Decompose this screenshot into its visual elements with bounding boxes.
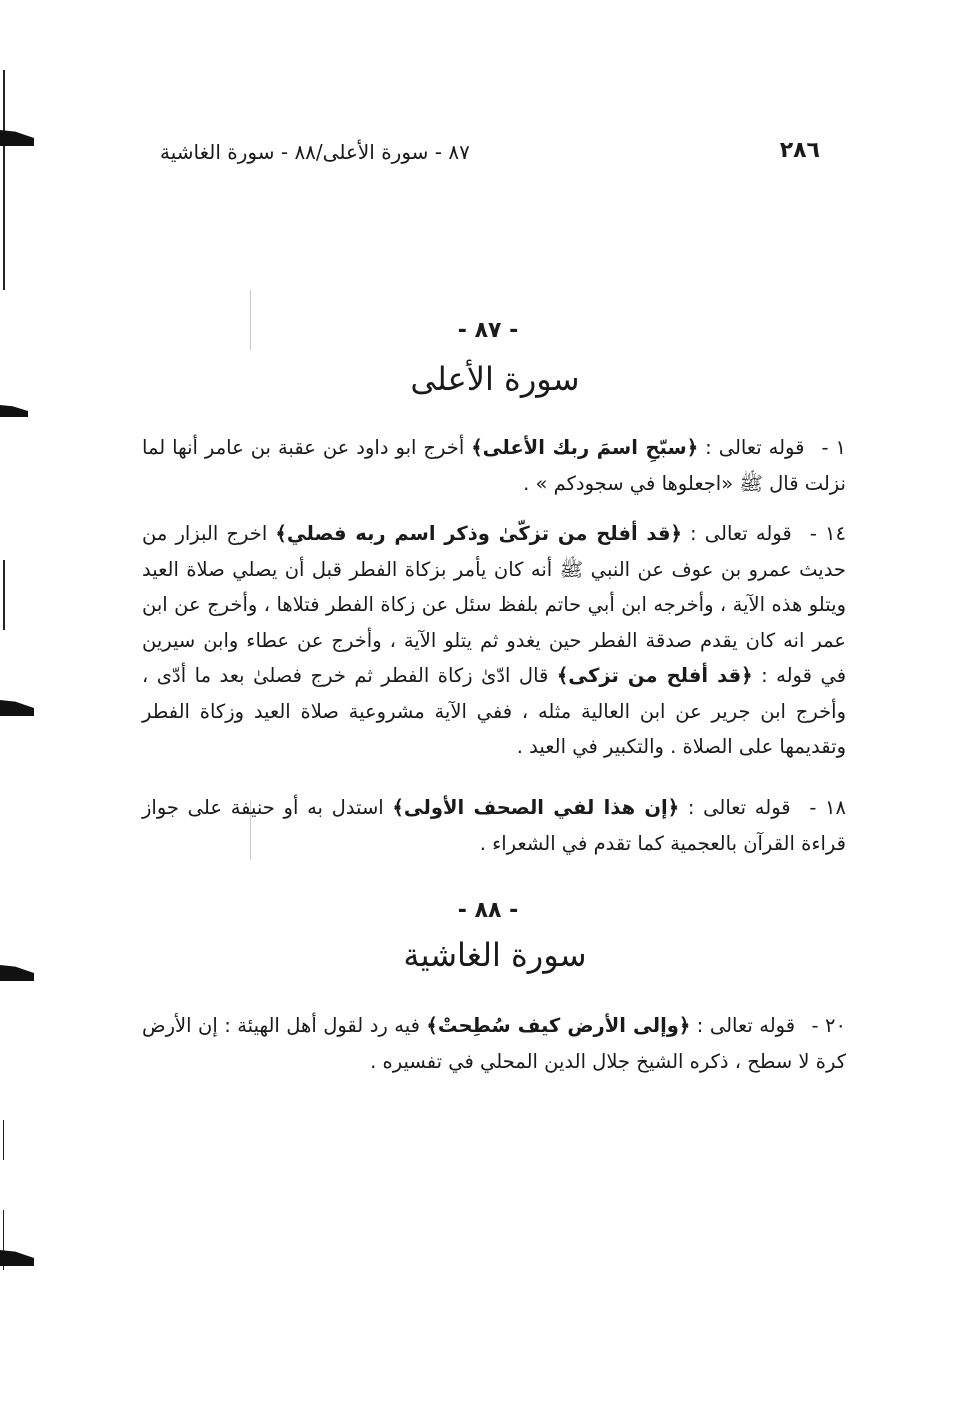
commentary-text: أخرج ابو داود عن عقبة بن عامر أنها لما نزلت قال ﷺ «اجعلوها في سجودكم » . [142, 436, 846, 495]
paragraph [142, 790, 846, 861]
commentary-text: اخرج البزار من حديث عمرو بن عوف عن النبي ﷺ أنه كان يأمر بزكاة الفطر قبل أن يصلي صلاة العيد ويتلو هذه الآية ، وأخرجه ابن أبي حاتم بلفظ سئل عن زكاة الفطر فتلاها ، وأخرج عن ابن عمر انه كان يقدم صدقة الفطر حين يغدو ثم يتلو الآية ، وأخرج عن عطاء وابن سيرين في قوله : [142, 522, 847, 687]
quran-verse: ﴿قد أفلح من تزكى﴾ [556, 664, 753, 687]
scan-edge-mark [0, 700, 34, 716]
quran-verse: ﴿إن هذا لفي الصحف الأولى﴾ [392, 796, 680, 819]
commentary-text: استدل به أو حنيفة على جواز قراءة القرآن بالعجمية كما تقدم في الشعراء . [142, 796, 846, 855]
quran-verse: ﴿قد أفلح من تزكّىٰ وذكر اسم ربه فصلي﴾ [275, 522, 682, 545]
paragraph [142, 1008, 846, 1079]
paragraph [142, 516, 846, 765]
commentary-text: قال ادّىٰ زكاة الفطر ثم خرج فصلىٰ بعد ما أدّى ، وأخرج ابن جرير عن ابن العالية مثله ، ففي الآية مشروعية صلاة العيد وزكاة الفطر وتقديمها على الصلاة . والتكبير في العيد . [142, 664, 846, 758]
section-number: - ٨٨ - [457, 898, 519, 923]
commentary-text: فيه رد لقول أهل الهيئة : إن الأرض كرة لا سطح ، ذكره الشيخ جلال الدين المحلي في تفسيره . [142, 1014, 846, 1073]
section-number: - ٨٧ - [457, 318, 519, 343]
scan-edge-mark [0, 1250, 34, 1266]
scan-edge-mark [0, 130, 34, 146]
quran-verse: ﴿وإلى الأرض كيف سُطِحتْ﴾ [426, 1014, 691, 1037]
surah-title: سورة الغاشية [403, 936, 587, 974]
scan-edge-mark [0, 405, 28, 417]
verse-number: ١٤ - [809, 522, 846, 545]
paragraph [142, 430, 846, 501]
scan-edge-line [3, 560, 5, 630]
running-head: ٨٧ - سورة الأعلى/٨٨ - سورة الغاشية [160, 140, 470, 164]
lead-text: قوله تعالى : [687, 796, 791, 819]
lead-text: قوله تعالى : [705, 436, 805, 459]
verse-number: ١٨ - [809, 796, 846, 819]
verse-number: ١ - [821, 436, 846, 459]
scan-edge-line [3, 70, 5, 290]
surah-title: سورة الأعلى [410, 360, 580, 398]
quran-verse: ﴿سبّحِ اسمَ ربك الأعلى﴾ [471, 436, 699, 459]
page-number: ٢٨٦ [779, 138, 820, 163]
lead-text: قوله تعالى : [696, 1014, 796, 1037]
verse-number: ٢٠ - [811, 1014, 846, 1037]
page-header [160, 138, 820, 174]
lead-text: قوله تعالى : [690, 522, 792, 545]
scan-edge-line [3, 1120, 4, 1160]
